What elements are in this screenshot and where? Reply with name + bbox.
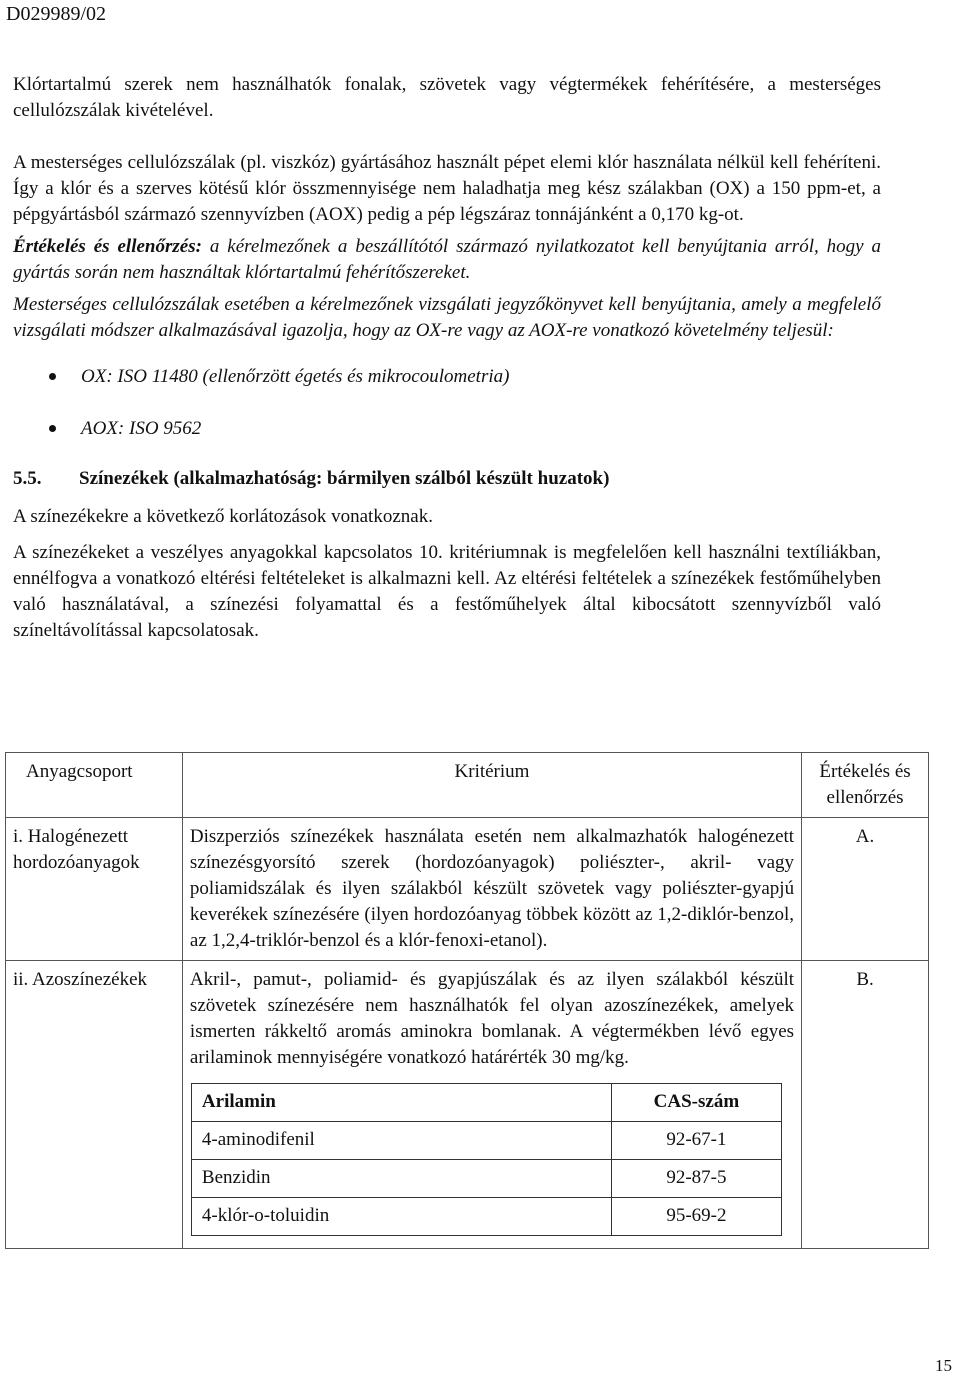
- table-row: [191, 1198, 781, 1236]
- cell-criterion: Diszperziós színezékek használata esetén nem alkalmazhatók halogénezett színezésgyorsító szerek (hordozóanyagok) poliészter-, akril- vagy poliamidszálak és ilyen szálakból készült szövetek vagy poliészter-gyapjú keverékek színezésére (ilyen hordozóanyag többek között az 1,2-diklór-benzol, az 1,2,4-triklór-benzol és a klór-fenoxi-etanol).: [182, 818, 801, 961]
- table-row: [191, 1122, 781, 1160]
- header-assessment: Értékelés és ellenőrzés: [802, 753, 929, 818]
- table-row: [191, 1160, 781, 1198]
- document-id: D029989/02: [6, 3, 106, 25]
- header-group: Anyagcsoport: [6, 753, 183, 818]
- paragraph-pulp-bleaching: A mesterséges cellulózszálak (pl. viszkóz) gyártásához használt pépet elemi klór használata nélkül kell fehéríteni. Így a klór és a szerves kötésű klór összmennyisége nem haladhatja meg kész szálakban (OX) a 150 ppm-et, a pépgyártásból származó szennyvízben (AOX) pedig a pép légszáraz tonnájánként a 0,170 kg-ot.: [13, 152, 881, 225]
- amine-cas: 92-87-5: [611, 1160, 781, 1198]
- bullet-icon: [49, 373, 56, 380]
- paragraph-assessment: [13, 234, 881, 286]
- list-item-text: AOX: ISO 9562: [81, 418, 202, 439]
- section-paragraph: A színezékeket a veszélyes anyagokkal kapcsolatos 10. kritériumnak is megfelelően kell használni textíliákban, ennélfogva a vonatkozó eltérési feltételeket is alkalmazni kell. Az eltérési feltételek a színezékek festőműhelyben való használatával, a színezési folyamattal és a festőműhelyek által kibocsátott szennyvízből való színeltávolítással kapcsolatosak.: [13, 542, 881, 641]
- cell-group: i. Halogénezett hordozóanyagok: [6, 818, 183, 961]
- amine-header-name: Arilamin: [191, 1084, 611, 1122]
- list-item-text: OX: ISO 11480 (ellenőrzött égetés és mikrocoulometria): [81, 366, 510, 387]
- page-body: [13, 72, 881, 644]
- test-method-list: [13, 364, 881, 442]
- section-title: Színezékek (alkalmazhatóság: bármilyen szálból készült huzatok): [79, 468, 610, 489]
- bullet-icon: [49, 425, 56, 432]
- cell-criterion-with-amines: [182, 961, 801, 1249]
- amine-name: Benzidin: [191, 1160, 611, 1198]
- assessment-label: Értékelés és ellenőrzés:: [13, 236, 202, 257]
- assessment-text: a kérelmezőnek a beszállítótól származó nyilatkozatot kell benyújtania arról, hogy a gyártás során nem használtak klórtartalmú fehérítőszereket.: [13, 236, 882, 283]
- amine-name: 4-aminodifenil: [191, 1122, 611, 1160]
- table-row: [6, 961, 929, 1249]
- paragraph-chlorine-ban: Klórtartalmú szerek nem használhatók fonalak, szövetek vagy végtermékek fehérítésére, a mesterséges cellulózszálak kivételével.: [13, 74, 881, 121]
- amine-header-cas: CAS-szám: [611, 1084, 781, 1122]
- cell-group: ii. Azoszínezékek: [6, 961, 183, 1249]
- cell-criterion: Akril-, pamut-, poliamid- és gyapjúszálak és az ilyen szálakból készült szövetek színezésére nem használhatók fel olyan azoszínezékek, amelyek ismerten rákkeltő aromás aminokra bomlanak. A végtermékben lévő egyes arilaminok mennyiségére vonatkozó határérték 30 mg/kg.: [189, 969, 795, 1068]
- cell-assessment: A.: [802, 818, 929, 961]
- amine-cas: 95-69-2: [611, 1198, 781, 1236]
- section-intro: A színezékekre a következő korlátozások vonatkoznak.: [13, 506, 433, 527]
- paragraph-test-report: Mesterséges cellulózszálak esetében a kérelmezőnek vizsgálati jegyzőkönyvet kell benyújtania, amely a megfelelő vizsgálati módszer alkalmazásával igazolja, hogy az OX-re vagy az AOX-re vonatkozó követelmény teljesül:: [13, 294, 881, 341]
- amine-cas: 92-67-1: [611, 1122, 781, 1160]
- amine-header-row: [191, 1084, 781, 1122]
- section-number: 5.5.: [13, 468, 42, 489]
- table-header-row: [6, 753, 929, 818]
- list-item: [13, 364, 881, 390]
- amine-name: 4-klór-o-toluidin: [191, 1198, 611, 1236]
- cell-assessment: B.: [802, 961, 929, 1249]
- page-number: 15: [935, 1356, 952, 1375]
- arylamine-table: [191, 1083, 782, 1236]
- dye-criteria-table: [5, 752, 929, 1249]
- header-criterion: Kritérium: [182, 753, 801, 818]
- list-item: [13, 416, 881, 442]
- table-row: [6, 818, 929, 961]
- section-heading: [13, 466, 881, 492]
